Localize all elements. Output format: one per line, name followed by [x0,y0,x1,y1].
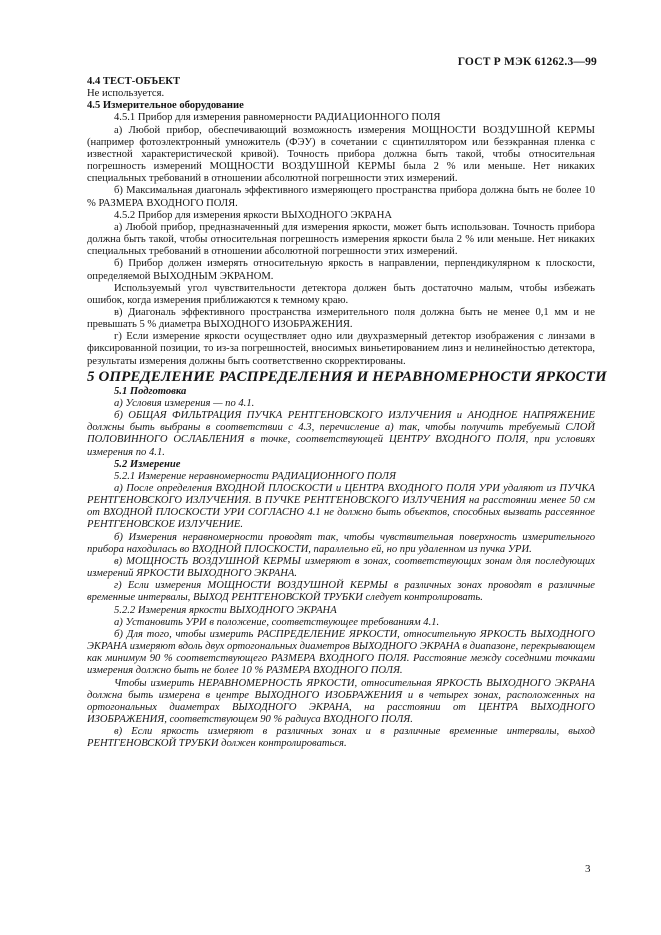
clause-5-2-1-v: в) МОЩНОСТЬ ВОЗДУШНОЙ КЕРМЫ измеряют в зонах, соответствующих зонам для последующих измерений ЯРКОСТИ ВЫХОДНОГО ЭКРАНА. [87,555,595,580]
clause-4-5-2-a: а) Любой прибор, предназначенный для измерения яркости, может быть использован. Точность прибора должна быть такой, чтобы относительная погрешность измерения яркости была 2 % или меньше. Нет никаких специальных требований в отношении абсолютной погрешности этих измерений. [87,221,595,258]
clause-5-2-2-b: б) Для того, чтобы измерить РАСПРЕДЕЛЕНИЕ ЯРКОСТИ, относительную ЯРКОСТЬ ВЫХОДНОГО ЭКРАНА измеряют вдоль двух ортогональных диаметров ВЫХОДНОГО ЭКРАНА в диапазоне, перекрывающем как минимум 90 % соответствующего РАЗМЕРА ВХОДНОГО ПОЛЯ. Расстояние между соседними точками измерения должно быть не более 10 % РАЗМЕРА ВХОДНОГО ПОЛЯ. [87,628,595,677]
clause-5-1-a: а) Условия измерения — по 4.1. [114,397,255,409]
section-4-4-heading: 4.4 ТЕСТ-ОБЪЕКТ [87,76,181,87]
clause-5-2-2-v: в) Если яркость измеряют в различных зонах и в различные временные интервалы, выход РЕНТГЕНОВСКОЙ ТРУБКИ должен контролироваться. [87,726,595,750]
page-content [87,76,607,750]
clause-4-5-2-v: в) Диагональ эффективного пространства измерительного поля должна быть не менее 0,1 мм и не превышать 5 % диаметра ВЫХОДНОГО ИЗОБРАЖЕНИЯ. [87,306,595,331]
clause-5-2-1-b: б) Измерения неравномерности проводят так, чтобы чувствительная поверхность измерительного прибора находилась во ВХОДНОЙ ПЛОСКОСТИ, параллельно ей, но при удаленном из пучка УРИ. [87,531,595,555]
clause-4-5-1-b: б) Максимальная диагональ эффективного измеряющего пространства прибора должна быть не более 10 % РАЗМЕРА ВХОДНОГО ПОЛЯ. [87,185,595,209]
clause-5-2-1: 5.2.1 Измерение неравномерности РАДИАЦИОННОГО ПОЛЯ [114,470,396,482]
section-5-2-heading: 5.2 Измерение [114,458,181,470]
clause-4-5-2: 4.5.2 Прибор для измерения яркости ВЫХОДНОГО ЭКРАНА [114,209,393,221]
clause-5-1-b: б) ОБЩАЯ ФИЛЬТРАЦИЯ ПУЧКА РЕНТГЕНОВСКОГО ИЗЛУЧЕНИЯ и АНОДНОЕ НАПРЯЖЕНИЕ должны быть выбраны в соответствии с 4.3, перечисление а) так, чтобы получить требуемый СЛОЙ ПОЛОВИННОГО ОСЛАБЛЕНИЯ в точке, соответствующей ЦЕНТРУ ВХОДНОГО ПОЛЯ, при условиях измерения по 4.1. [87,410,595,458]
clause-4-5-2-b-continued: Используемый угол чувствительности детектора должен быть достаточно малым, чтобы избежать ошибок, когда измерения приближаются к темному краю. [87,282,595,306]
clause-5-2-1-g: г) Если измерения МОЩНОСТИ ВОЗДУШНОЙ КЕРМЫ в различных зонах проводят в различные временные интервалы, ВЫХОД РЕНТГЕНОВСКОЙ ТРУБКИ следует контролировать. [87,580,595,604]
clause-5-2-2-b-continued: Чтобы измерить НЕРАВНОМЕРНОСТЬ ЯРКОСТИ, относительная ЯРКОСТЬ ВЫХОДНОГО ЭКРАНА должна быть измерена в центре ВЫХОДНОГО ИЗОБРАЖЕНИЯ и в четырех зонах, расположенных на ортогональных диаметрах ВЫХОДНОГО ЭКРАНА, на расстоянии от ЦЕНТРА ВЫХОДНОГО ИЗОБРАЖЕНИЯ, соответствующем 90 % радиуса ВХОДНОГО ПОЛЯ. [87,677,595,725]
clause-5-2-1-a: а) После определения ВХОДНОЙ ПЛОСКОСТИ и ЦЕНТРА ВХОДНОГО ПОЛЯ УРИ удаляют из ПУЧКА РЕНТГЕНОВСКОГО ИЗЛУЧЕНИЯ. В ПУЧКЕ РЕНТГЕНОВСКОГО ИЗЛУЧЕНИЯ на расстоянии менее 50 см от ВХОДНОЙ ПЛОСКОСТИ УРИ СОГЛАСНО 4.1 не должно быть объектов, способных вызвать рассеянное РЕНТГЕНОВСКОЕ ИЗЛУЧЕНИЕ. [87,483,595,531]
clause-5-2-2: 5.2.2 Измерения яркости ВЫХОДНОГО ЭКРАНА [114,604,337,616]
clause-4-5-1: 4.5.1 Прибор для измерения равномерности РАДИАЦИОННОГО ПОЛЯ [114,112,441,124]
clause-4-5-1-a: а) Любой прибор, обеспечивающий возможность измерения МОЩНОСТИ ВОЗДУШНОЙ КЕРМЫ (например фотоэлектронный умножитель (ФЭУ) в сочетании с сцинтиллятором или безэкранная пленка с известной характеристической кривой). Точность прибора должна быть такой, чтобы относительная погрешность измерений МОЩНОСТИ ВОЗДУШНОЙ КЕРМЫ была 2 % или меньше. Нет никаких специальных требований в отношении абсолютной погрешности этих измерений. [87,124,595,185]
section-5-title: 5 ОПРЕДЕЛЕНИЕ РАСПРЕДЕЛЕНИЯ И НЕРАВНОМЕРНОСТИ ЯРКОСТИ [87,368,607,385]
section-4-5-heading: 4.5 Измерительное оборудование [87,100,244,112]
clause-5-2-2-a: а) Установить УРИ в положение, соответствующее требованиям 4.1. [114,616,440,628]
section-4-4-text: Не используется. [87,88,165,100]
page-number: 3 [585,863,591,875]
standard-header: ГОСТ Р МЭК 61262.3—99 [457,56,597,68]
clause-4-5-2-b: б) Прибор должен измерять относительную яркость в направлении, перпендикулярном к плоскости, определяемой ВЫХОДНЫМ ЭКРАНОМ. [87,258,595,282]
clause-4-5-2-g: г) Если измерение яркости осуществляет одно или двухразмерный детектор изображения с линзами в фиксированной позиции, то из-за погрешностей, вносимых виньетированием линз и нелинейностью детектора, результаты измерения должны быть соответственно скорректированы. [87,331,595,367]
section-5-1-heading: 5.1 Подготовка [114,385,187,397]
